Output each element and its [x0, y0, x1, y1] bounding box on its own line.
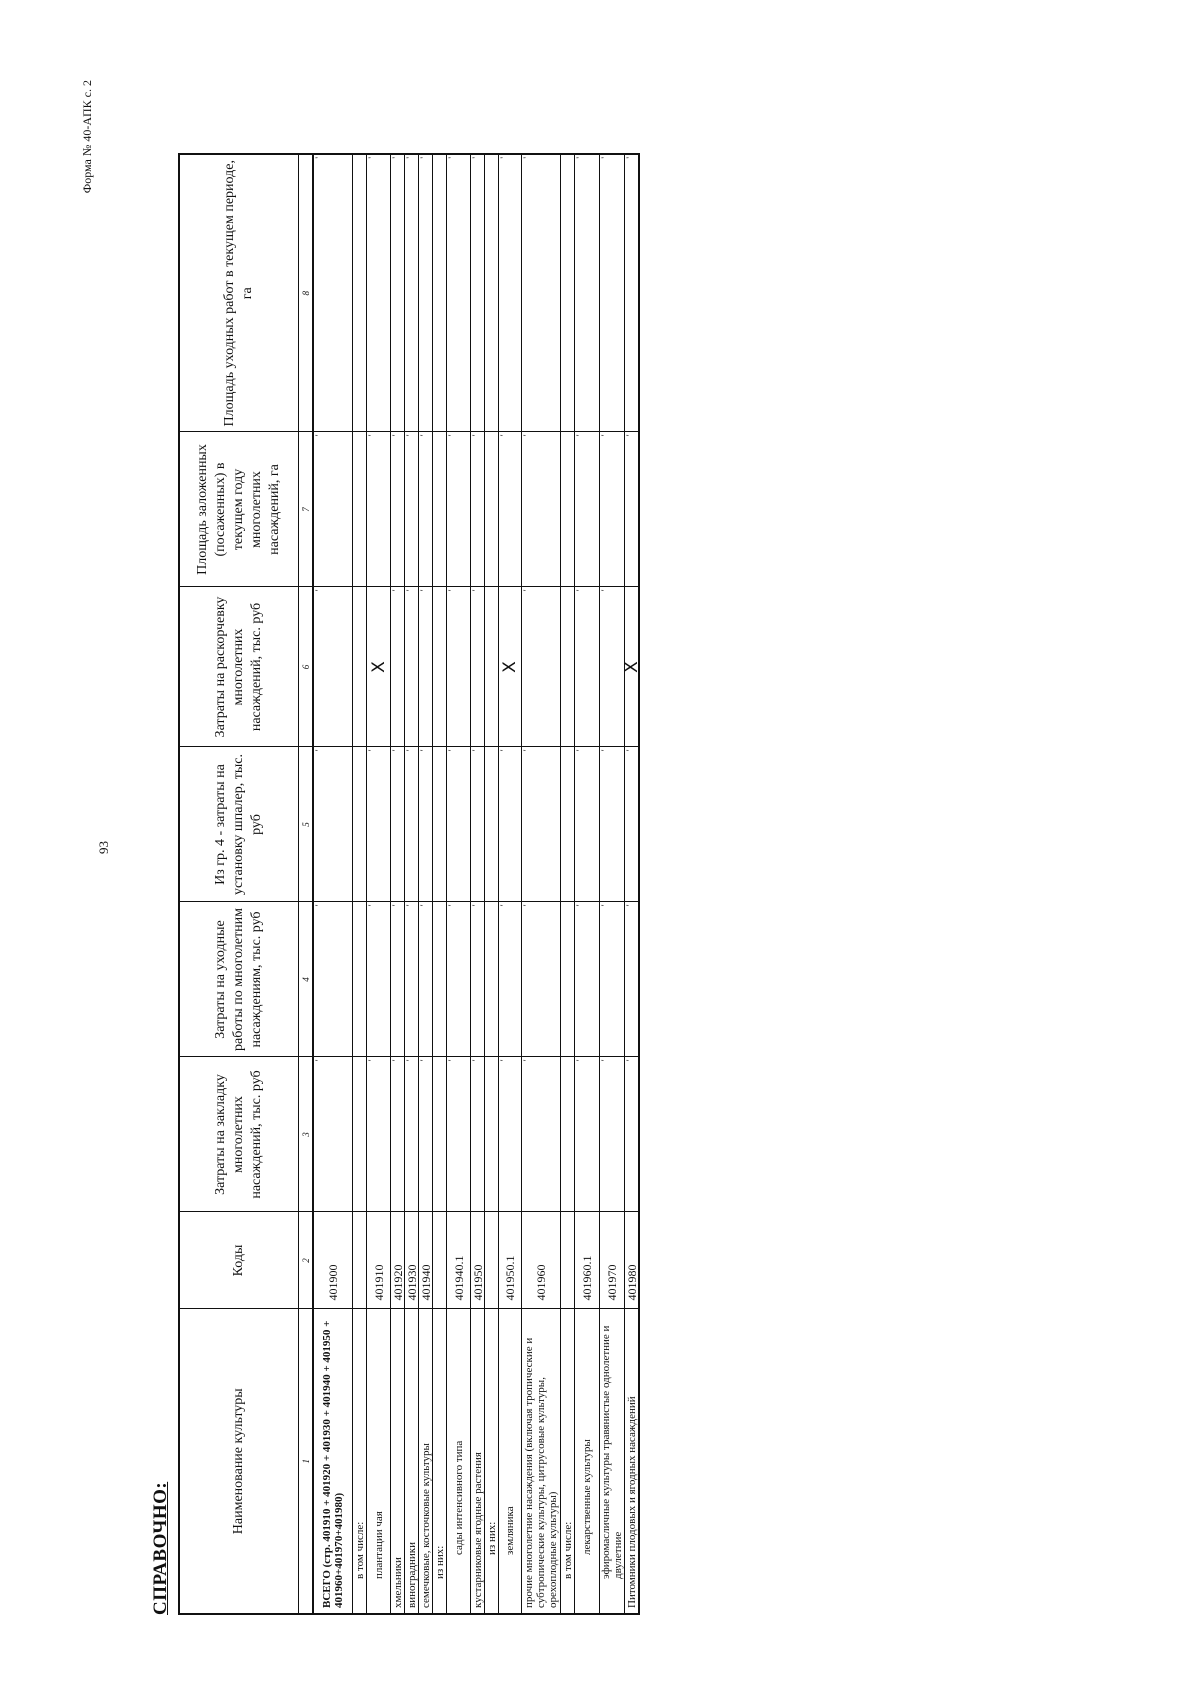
- cell-dot: ': [499, 434, 509, 437]
- value-cell[interactable]: [391, 902, 405, 1057]
- cell-dot: ': [625, 904, 635, 907]
- value-cell[interactable]: [419, 587, 433, 747]
- cell-dot: ': [522, 904, 532, 907]
- value-cell[interactable]: [471, 902, 485, 1057]
- value-cell-crossed: [367, 587, 391, 747]
- row-name: эфиромасличные культуры травянистые однолетние и двулетние: [600, 1309, 625, 1614]
- value-cell[interactable]: [499, 1057, 522, 1212]
- table-row: [433, 154, 447, 1614]
- row-name: семечковые, косточковые культуры: [419, 1309, 433, 1614]
- value-cell[interactable]: [447, 432, 471, 587]
- cell-dot: ': [314, 904, 324, 907]
- value-cell[interactable]: [447, 1057, 471, 1212]
- cell-dot: ': [600, 157, 610, 159]
- value-cell[interactable]: [499, 747, 522, 902]
- value-cell[interactable]: [499, 432, 522, 587]
- form-label: Форма № 40-АПК с. 2: [80, 80, 94, 194]
- cell-dot: ': [391, 749, 401, 752]
- column-number: 1: [299, 1309, 314, 1614]
- cell-dot: ': [391, 1059, 401, 1062]
- column-header-uprooting-cost: Затраты на раскорчевку многолетних насаждений, тыс. руб: [179, 587, 299, 747]
- value-cell: [561, 747, 575, 902]
- value-cell[interactable]: [391, 587, 405, 747]
- cell-dot: ': [447, 157, 457, 159]
- table-row: [625, 154, 640, 1614]
- cell-dot: ': [522, 157, 532, 159]
- value-cell[interactable]: [522, 902, 561, 1057]
- value-cell[interactable]: [367, 1057, 391, 1212]
- cell-dot: ': [314, 1059, 324, 1062]
- cell-dot: ': [314, 434, 324, 437]
- table-row: [419, 154, 433, 1614]
- column-number: 3: [299, 1057, 314, 1212]
- cell-dot: ': [447, 589, 457, 592]
- value-cell: [433, 902, 447, 1057]
- cell-dot: ': [522, 434, 532, 437]
- row-name: ВСЕГО (стр. 401910 + 401920 + 401930 + 401940 + 401950 + 401960+401970+401980): [313, 1309, 353, 1614]
- row-code: [561, 1212, 575, 1309]
- cell-dot: ': [575, 157, 585, 159]
- value-cell: [353, 1057, 367, 1212]
- row-code: [485, 1212, 499, 1309]
- cell-dot: ': [367, 1059, 377, 1062]
- value-cell: [485, 154, 499, 432]
- value-cell[interactable]: [471, 432, 485, 587]
- row-name: из них:: [433, 1309, 447, 1614]
- value-cell[interactable]: [522, 587, 561, 747]
- cell-dot: ': [499, 1059, 509, 1062]
- column-number: 5: [299, 747, 314, 902]
- cell-dot: ': [391, 157, 401, 159]
- value-cell: [433, 432, 447, 587]
- value-cell[interactable]: [575, 747, 600, 902]
- cell-dot: ': [471, 589, 481, 592]
- value-cell[interactable]: [367, 432, 391, 587]
- cell-dot: ': [447, 1059, 457, 1062]
- row-code: 401930: [405, 1212, 419, 1309]
- value-cell[interactable]: [405, 432, 419, 587]
- value-cell[interactable]: [313, 902, 353, 1057]
- x-mark: X: [621, 661, 642, 673]
- row-name: в том числе:: [353, 1309, 367, 1614]
- value-cell[interactable]: [391, 154, 405, 432]
- value-cell[interactable]: [471, 1057, 485, 1212]
- cell-dot: ': [419, 157, 429, 159]
- row-name: лекарственные культуры: [575, 1309, 600, 1614]
- cell-dot: ': [405, 157, 415, 159]
- value-cell: [485, 747, 499, 902]
- value-cell[interactable]: [405, 902, 419, 1057]
- cell-dot: ': [575, 589, 585, 592]
- value-cell[interactable]: [522, 154, 561, 432]
- table-row: [471, 154, 485, 1614]
- row-name: виноградники: [405, 1309, 419, 1614]
- row-code: [433, 1212, 447, 1309]
- row-code: 401980: [625, 1212, 640, 1309]
- cell-dot: ': [419, 589, 429, 592]
- value-cell[interactable]: [625, 1057, 640, 1212]
- row-name: плантации чая: [367, 1309, 391, 1614]
- value-cell: [433, 154, 447, 432]
- cell-dot: ': [625, 157, 635, 159]
- table-row: [313, 154, 353, 1614]
- cell-dot: ': [405, 749, 415, 752]
- cell-dot: ': [367, 157, 377, 159]
- table-row: [499, 154, 522, 1614]
- column-number: 7: [299, 432, 314, 587]
- value-cell[interactable]: [625, 747, 640, 902]
- value-cell[interactable]: [391, 432, 405, 587]
- value-cell[interactable]: [367, 154, 391, 432]
- value-cell[interactable]: [447, 747, 471, 902]
- cell-dot: ': [499, 157, 509, 159]
- cell-dot: ': [471, 434, 481, 437]
- x-mark: X: [368, 661, 389, 673]
- cell-dot: ': [419, 1059, 429, 1062]
- table-row: [367, 154, 391, 1614]
- cell-dot: ': [419, 434, 429, 437]
- table-row: [600, 154, 625, 1614]
- cell-dot: ': [447, 749, 457, 752]
- cell-dot: ': [314, 157, 324, 159]
- cell-dot: ': [419, 749, 429, 752]
- column-header-care-cost: Затраты на уходные работы по многолетним насаждениям, тыс. руб: [179, 902, 299, 1057]
- value-cell[interactable]: [600, 432, 625, 587]
- table-row: [353, 154, 367, 1614]
- cell-dot: ': [499, 904, 509, 907]
- cell-dot: ': [391, 589, 401, 592]
- cell-dot: ': [522, 1059, 532, 1062]
- column-number: 2: [299, 1212, 314, 1309]
- value-cell[interactable]: [625, 432, 640, 587]
- table-row: [391, 154, 405, 1614]
- table-header-row: [179, 154, 299, 1614]
- column-header-code: Коды: [179, 1212, 299, 1309]
- rotated-content: [68, 80, 642, 1615]
- value-cell: [353, 154, 367, 432]
- value-cell: [353, 432, 367, 587]
- cell-dot: ': [314, 589, 324, 592]
- value-cell[interactable]: [313, 432, 353, 587]
- x-mark: X: [500, 661, 520, 673]
- table-row: [575, 154, 600, 1614]
- value-cell: [485, 1057, 499, 1212]
- cell-dot: ': [600, 749, 610, 752]
- value-cell[interactable]: [367, 902, 391, 1057]
- cell-dot: ': [447, 434, 457, 437]
- cell-dot: ': [391, 434, 401, 437]
- cell-dot: ': [575, 1059, 585, 1062]
- cell-dot: ': [367, 434, 377, 437]
- row-code: 401970: [600, 1212, 625, 1309]
- value-cell: [353, 587, 367, 747]
- column-number: 8: [299, 154, 314, 432]
- column-header-care-area: Площадь уходных работ в текущем периоде, га: [179, 154, 299, 432]
- cell-dot: ': [405, 904, 415, 907]
- value-cell[interactable]: [313, 587, 353, 747]
- value-cell[interactable]: [447, 587, 471, 747]
- value-cell[interactable]: [625, 154, 640, 432]
- value-cell[interactable]: [575, 902, 600, 1057]
- value-cell[interactable]: [313, 154, 353, 432]
- value-cell[interactable]: [600, 1057, 625, 1212]
- row-code: 401940.1: [447, 1212, 471, 1309]
- value-cell: [485, 432, 499, 587]
- cell-dot: ': [600, 1059, 610, 1062]
- cell-dot: ': [499, 749, 509, 752]
- value-cell[interactable]: [313, 747, 353, 902]
- value-cell[interactable]: [471, 747, 485, 902]
- cell-dot: ': [405, 434, 415, 437]
- value-cell[interactable]: [522, 747, 561, 902]
- value-cell[interactable]: [471, 154, 485, 432]
- row-name: земляника: [499, 1309, 522, 1614]
- value-cell[interactable]: [575, 154, 600, 432]
- row-code: 401940: [419, 1212, 433, 1309]
- value-cell: [561, 432, 575, 587]
- value-cell: [433, 1057, 447, 1212]
- row-code: 401920: [391, 1212, 405, 1309]
- page-number: 93: [96, 841, 111, 854]
- row-code: 401950.1: [499, 1212, 522, 1309]
- value-cell[interactable]: [522, 432, 561, 587]
- value-cell[interactable]: [419, 432, 433, 587]
- cell-dot: ': [625, 434, 635, 437]
- cell-dot: ': [447, 904, 457, 907]
- row-name: прочие многолетние насаждения (включая тропические и субтропические культуры, цитрусовые культуры, орехоплодные культуры): [522, 1309, 561, 1614]
- cell-dot: ': [600, 904, 610, 907]
- value-cell[interactable]: [447, 154, 471, 432]
- value-cell[interactable]: [391, 747, 405, 902]
- value-cell[interactable]: [471, 587, 485, 747]
- cell-dot: ': [367, 749, 377, 752]
- value-cell[interactable]: [405, 154, 419, 432]
- cell-dot: ': [625, 749, 635, 752]
- value-cell[interactable]: [405, 1057, 419, 1212]
- cell-dot: ': [314, 749, 324, 752]
- column-number: 6: [299, 587, 314, 747]
- value-cell[interactable]: [367, 747, 391, 902]
- cell-dot: ': [471, 749, 481, 752]
- value-cell: [353, 902, 367, 1057]
- value-cell[interactable]: [499, 902, 522, 1057]
- value-cell[interactable]: [600, 154, 625, 432]
- cell-dot: ': [471, 904, 481, 907]
- cell-dot: ': [471, 157, 481, 159]
- value-cell: [433, 747, 447, 902]
- cell-dot: ': [405, 589, 415, 592]
- value-cell[interactable]: [391, 1057, 405, 1212]
- cell-dot: ': [522, 749, 532, 752]
- column-header-name: Наименование культуры: [179, 1309, 299, 1614]
- value-cell[interactable]: [419, 1057, 433, 1212]
- section-title: СПРАВОЧНО:: [150, 1481, 171, 1615]
- value-cell[interactable]: [313, 1057, 353, 1212]
- cell-dot: ': [575, 434, 585, 437]
- column-header-trellis-cost: Из гр. 4 - затраты на установку шпалер, тыс. руб: [179, 747, 299, 902]
- row-name: из них:: [485, 1309, 499, 1614]
- value-cell[interactable]: [499, 154, 522, 432]
- value-cell[interactable]: [405, 747, 419, 902]
- column-header-planted-area: Площадь заложенных (посаженных) в текущем году многолетних насаждений, га: [179, 432, 299, 587]
- value-cell: [433, 587, 447, 747]
- value-cell[interactable]: [625, 902, 640, 1057]
- column-header-planting-cost: Затраты на закладку многолетних насаждений, тыс. руб: [179, 1057, 299, 1212]
- row-name: Питомники плодовых и ягодных насаждений: [625, 1309, 640, 1614]
- row-code: 401910: [367, 1212, 391, 1309]
- row-name: хмельники: [391, 1309, 405, 1614]
- table-row: [405, 154, 419, 1614]
- row-name: сады интенсивного типа: [447, 1309, 471, 1614]
- cell-dot: ': [391, 904, 401, 907]
- cell-dot: ': [600, 589, 610, 592]
- table-row: [447, 154, 471, 1614]
- value-cell[interactable]: [575, 1057, 600, 1212]
- value-cell: [561, 154, 575, 432]
- row-code: 401960.1: [575, 1212, 600, 1309]
- cell-dot: ': [367, 904, 377, 907]
- value-cell[interactable]: [600, 902, 625, 1057]
- value-cell[interactable]: [419, 154, 433, 432]
- value-cell[interactable]: [447, 902, 471, 1057]
- cell-dot: ': [625, 1059, 635, 1062]
- table-row: [561, 154, 575, 1614]
- row-name: в том числе:: [561, 1309, 575, 1614]
- column-number: 4: [299, 902, 314, 1057]
- value-cell-crossed: [499, 587, 522, 747]
- value-cell[interactable]: [419, 747, 433, 902]
- value-cell: [485, 902, 499, 1057]
- value-cell: [561, 587, 575, 747]
- cell-dot: ': [575, 749, 585, 752]
- value-cell[interactable]: [575, 432, 600, 587]
- row-code: 401900: [313, 1212, 353, 1309]
- row-code: 401960: [522, 1212, 561, 1309]
- value-cell[interactable]: [405, 587, 419, 747]
- cell-dot: ': [471, 1059, 481, 1062]
- value-cell[interactable]: [600, 747, 625, 902]
- column-number-row: [299, 154, 314, 1614]
- row-code: 401950: [471, 1212, 485, 1309]
- value-cell-crossed: [621, 587, 642, 747]
- value-cell: [561, 902, 575, 1057]
- value-cell: [561, 1057, 575, 1212]
- value-cell: [485, 587, 499, 747]
- row-name: кустарниковые ягодные растения: [471, 1309, 485, 1614]
- cell-dot: ': [575, 904, 585, 907]
- value-cell: [353, 747, 367, 902]
- cell-dot: ': [522, 589, 532, 592]
- cell-dot: ': [600, 434, 610, 437]
- cell-dot: ': [419, 904, 429, 907]
- value-cell[interactable]: [522, 1057, 561, 1212]
- table-row: [522, 154, 561, 1614]
- cell-dot: ': [405, 1059, 415, 1062]
- table-row: [485, 154, 499, 1614]
- row-code: [353, 1212, 367, 1309]
- reference-table: [178, 153, 640, 1615]
- value-cell[interactable]: [419, 902, 433, 1057]
- value-cell[interactable]: [575, 587, 600, 747]
